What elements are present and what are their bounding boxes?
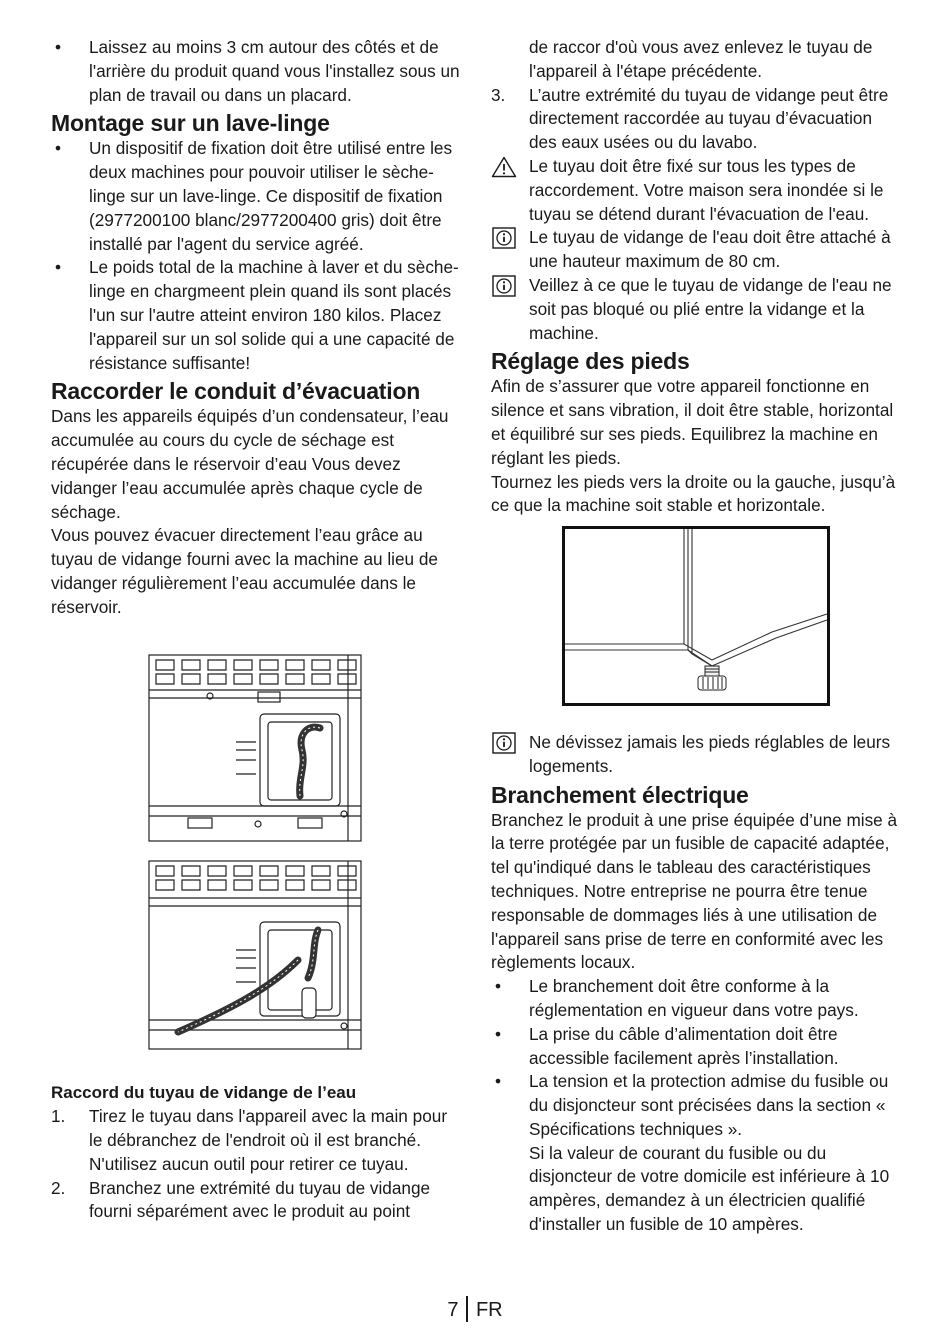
list-item-text: La tension et la protection admise du fusible ou du disjoncteur sont précisées dans la section « Spécifications techniques ». (529, 1071, 889, 1139)
info-icon (491, 275, 517, 304)
bullet-mark: • (495, 1023, 502, 1044)
drain-hose-stored-illustration (148, 654, 362, 842)
intro-list (51, 36, 461, 107)
info-text: Ne dévissez jamais les pieds réglables de leurs logements. (529, 731, 891, 776)
language-code: FR (475, 1299, 503, 1321)
warning-note (491, 155, 901, 226)
step-number: 1. (51, 1106, 66, 1127)
left-column (51, 36, 461, 1224)
warning-text: Le tuyau doit être fixé sur tous les types de raccordement. Votre maison sera inondée si le tuyau se détend durant l'évacuation de l'eau. (529, 155, 884, 224)
raccord-steps (51, 1105, 461, 1224)
bullet-continuation: Si la valeur de courant du fusible ou du disjoncteur de votre domicile est inférieure à 10 ampères, demandez à un électricien qualifié d'installer un fusible de 10 ampères. (529, 1142, 890, 1235)
list-item (491, 84, 901, 155)
warning-triangle-icon (491, 156, 517, 185)
list-item (491, 1070, 901, 1141)
feet-adjust-figure (562, 526, 901, 713)
list-item (51, 1105, 461, 1176)
paragraph: Branchez le produit à une prise équipée d’une mise à la terre protégée par un fusible de capacité adaptée, tel qu'indiqué dans le tableau des caractéristiques techniques. Notre entreprise ne pourra être tenue responsable de dommages liés à une utilisation de l'appareil sans prise de terre en conformité avec les règlements locaux. (491, 809, 898, 973)
info-text: Le tuyau de vidange de l'eau doit être attaché à une hauteur maximum de 80 cm. (529, 227, 891, 272)
list-item-text: Branchez une extrémité du tuyau de vidange fourni séparément avec le produit au point (89, 1177, 431, 1222)
step-number: 2. (51, 1177, 66, 1198)
paragraph: Dans les appareils équipés d’un condensateur, l’eau accumulée au cours du cycle de séchage est récupérée dans le réservoir d’eau Vous devez vidanger l’eau accumulée après chaque cycle de séchage. (51, 406, 449, 522)
step-number: 3. (491, 84, 506, 105)
adjustable-foot-illustration (562, 526, 830, 706)
list-item-text: Un dispositif de fixation doit être utilisé entre les deux machines pour pouvoir utiliser le sèche-linge sur un lave-linge. Ce dispositif de fixation (2977200100 blanc/2977200400 gris) doit être installé par l'agent du service agréé. (89, 138, 453, 254)
info-note (491, 731, 901, 779)
list-item-text: Le poids total de la machine à laver et du sèche-linge en chargmeent plein quand ils sont placés l'un sur l'autre atteint environ 180 kilos. Placez l'appareil sur un sol solide qui a une capacité de résistance suffisante! (89, 257, 459, 373)
bullet-mark: • (55, 257, 62, 278)
list-item-text: Tirez le tuyau dans l'appareil avec la main pour le débranchez de l'endroit où il est branché. N'utilisez aucun outil pour retirer ce tuyau. (89, 1106, 448, 1174)
info-note (491, 274, 901, 345)
branchement-list (491, 975, 901, 1142)
list-item (51, 1177, 461, 1225)
list-item (491, 975, 901, 1023)
list-item (51, 36, 461, 107)
drain-hose-figure-top (148, 654, 461, 849)
paragraph: Vous pouvez évacuer directement l’eau grâce au tuyau de vidange fourni avec la machine au lieu de vidanger régulièrement l’eau accumulée dans le réservoir. (51, 525, 438, 617)
list-item (51, 137, 461, 256)
drain-hose-connected-illustration (148, 860, 362, 1050)
paragraph: Afin de s’assurer que votre appareil fonctionne en silence et sans vibration, il doit être stable, horizontal et équilibré sur ses pieds. Equilibrez la machine en réglant les pieds. (491, 376, 894, 468)
list-item (491, 1023, 901, 1071)
bullet-mark: • (55, 138, 62, 159)
right-column (491, 36, 901, 1237)
section-title-montage: Montage sur un lave-linge (51, 110, 330, 137)
page-footer (0, 1296, 950, 1322)
section-title-branchement: Branchement électrique (491, 781, 749, 808)
bullet-mark: • (495, 976, 502, 997)
step-continuation: de raccor d'où vous avez enlevez le tuyau de l'appareil à l'étape précédente. (529, 37, 873, 81)
raccord-steps-cont (491, 84, 901, 155)
list-item-text: Le branchement doit être conforme à la réglementation en vigueur dans votre pays. (529, 976, 859, 1020)
list-item (51, 256, 461, 375)
paragraph: Tournez les pieds vers la droite ou la gauche, jusqu’à ce que la machine soit stable et horizontale. (491, 471, 896, 516)
info-note (491, 226, 901, 274)
list-item-text: Laissez au moins 3 cm autour des côtés et de l'arrière du produit quand vous l'installez sous un plan de travail ou dans un placard. (89, 37, 460, 105)
list-item-text: La prise du câble d’alimentation doit être accessible facilement après l’installation. (529, 1023, 839, 1068)
footer-divider (466, 1296, 468, 1322)
section-title-raccorder: Raccorder le conduit d’évacuation (51, 378, 421, 405)
info-icon (491, 227, 517, 256)
drain-hose-figure-bottom (148, 860, 461, 1057)
section-title-reglage: Réglage des pieds (491, 348, 690, 375)
list-item-text: L’autre extrémité du tuyau de vidange peut être directement raccordée au tuyau d’évacuation des eaux usées ou du lavabo. (529, 84, 889, 153)
page-number: 7 (447, 1299, 459, 1321)
info-text: Veillez à ce que le tuyau de vidange de l'eau ne soit pas bloqué ou plié entre la vidange et la machine. (529, 274, 892, 343)
subsection-title-raccord: Raccord du tuyau de vidange de l’eau (51, 1083, 357, 1103)
bullet-mark: • (495, 1071, 502, 1092)
bullet-mark: • (55, 37, 62, 57)
montage-list (51, 137, 461, 375)
info-icon (491, 732, 517, 761)
